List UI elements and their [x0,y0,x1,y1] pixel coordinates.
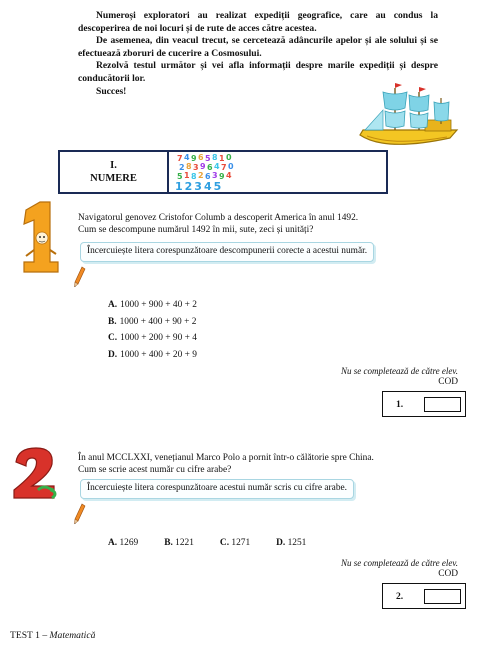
intro-paragraph-2: De asemenea, din veacul trecut, se cercetează adâncurile apelor și ale solului și se efectuează zboruri de cucerire a Cosmosului. [78,35,438,59]
svg-text:4: 4 [226,171,232,180]
option-a[interactable]: A. 1269 [108,538,139,548]
question-2-code-number: 2. [396,590,404,602]
question-1-cod-label: COD [438,377,458,387]
question-1-code-number: 1. [396,398,404,410]
svg-text:0: 0 [228,162,234,171]
svg-text:4: 4 [184,153,190,162]
question-2-text [78,452,374,476]
question-1-line-1: Navigatorul genovez Cristofor Columb a descoperit America în anul 1492. [78,213,359,223]
question-1-note: Nu se completează de către elev. [341,366,458,376]
big-number-two-icon [8,446,72,502]
svg-text:5: 5 [177,172,183,181]
question-2-cod-label: COD [438,569,458,579]
sailing-ship-icon [355,80,465,160]
question-2-options [108,538,332,548]
section-title: NUMERE [90,173,137,184]
option-a[interactable]: A. 1000 + 900 + 40 + 2 [108,300,197,310]
option-d[interactable]: D. 1000 + 400 + 20 + 9 [108,349,197,360]
intro-paragraph-1: Numeroși exploratori au realizat expediții geografice, care au condus la descoperirea de noi locuri și de rute de acces către acestea. [78,10,438,34]
question-1-code-box [382,391,466,417]
svg-text:4: 4 [214,162,220,171]
svg-text:9: 9 [219,172,225,181]
svg-text:3: 3 [193,163,199,172]
svg-text:2: 2 [198,171,204,180]
question-2-instruction: Încercuiește litera corespunzătoare acestui număr scris cu cifre arabe. [80,479,354,499]
question-1-code-input[interactable] [424,397,461,412]
question-2-line-1: În anul MCCLXXI, venețianul Marco Polo a pornit într-o călătorie spre China. [78,453,374,463]
question-1-line-2: Cum se descompune numărul 1492 în mii, sute, zeci și unități? [78,225,314,235]
question-2-code-box [382,583,466,609]
svg-text:7: 7 [177,154,183,163]
svg-text:2: 2 [179,163,185,172]
intro-succes: Succes! [96,85,127,97]
footer-subject: Matematică [49,630,96,641]
svg-text:1: 1 [184,171,190,180]
svg-text:3: 3 [212,171,218,180]
section-title-cell [60,152,169,192]
pencil-icon [73,266,87,288]
question-1-instruction: Încercuiește litera corespunzătoare descompunerii corecte a acestui număr. [80,242,374,262]
svg-text:8: 8 [186,162,192,171]
svg-text:9: 9 [200,162,206,171]
pencil-icon [73,503,87,525]
option-c[interactable]: C. 1000 + 200 + 90 + 4 [108,333,197,343]
intro-paragraph-3: Rezolvă testul următor și vei afla informații despre marile expediții și despre conducătorii lor. [78,60,438,84]
footer-test-label [10,630,95,641]
section-header-table [58,150,388,194]
option-b[interactable]: B. 1000 + 400 + 90 + 2 [108,316,197,327]
digits-row: 12345 [175,180,224,192]
big-number-one-icon [8,200,68,278]
question-1-text [78,212,358,236]
option-b[interactable]: B. 1221 [164,538,194,548]
option-d[interactable]: D. 1251 [276,538,307,548]
numbers-illustration-icon [173,152,283,192]
svg-text:5: 5 [205,154,211,163]
question-2-line-2: Cum se scrie acest număr cu cifre arabe? [78,465,232,475]
footer-test: TEST 1 – [10,630,50,641]
svg-text:1: 1 [219,154,225,163]
question-1-options [108,300,197,366]
question-2-note: Nu se completează de către elev. [341,558,458,568]
svg-text:7: 7 [221,163,227,172]
question-2-code-input[interactable] [424,589,461,604]
svg-text:6: 6 [198,153,204,162]
option-c[interactable]: C. 1271 [219,538,251,548]
svg-text:6: 6 [205,172,211,181]
svg-text:0: 0 [226,153,232,162]
section-image-cell [169,152,386,192]
section-roman: I. [110,160,117,171]
svg-text:8: 8 [212,153,218,162]
svg-text:8: 8 [191,172,197,181]
svg-text:9: 9 [191,154,197,163]
svg-text:6: 6 [207,163,213,172]
